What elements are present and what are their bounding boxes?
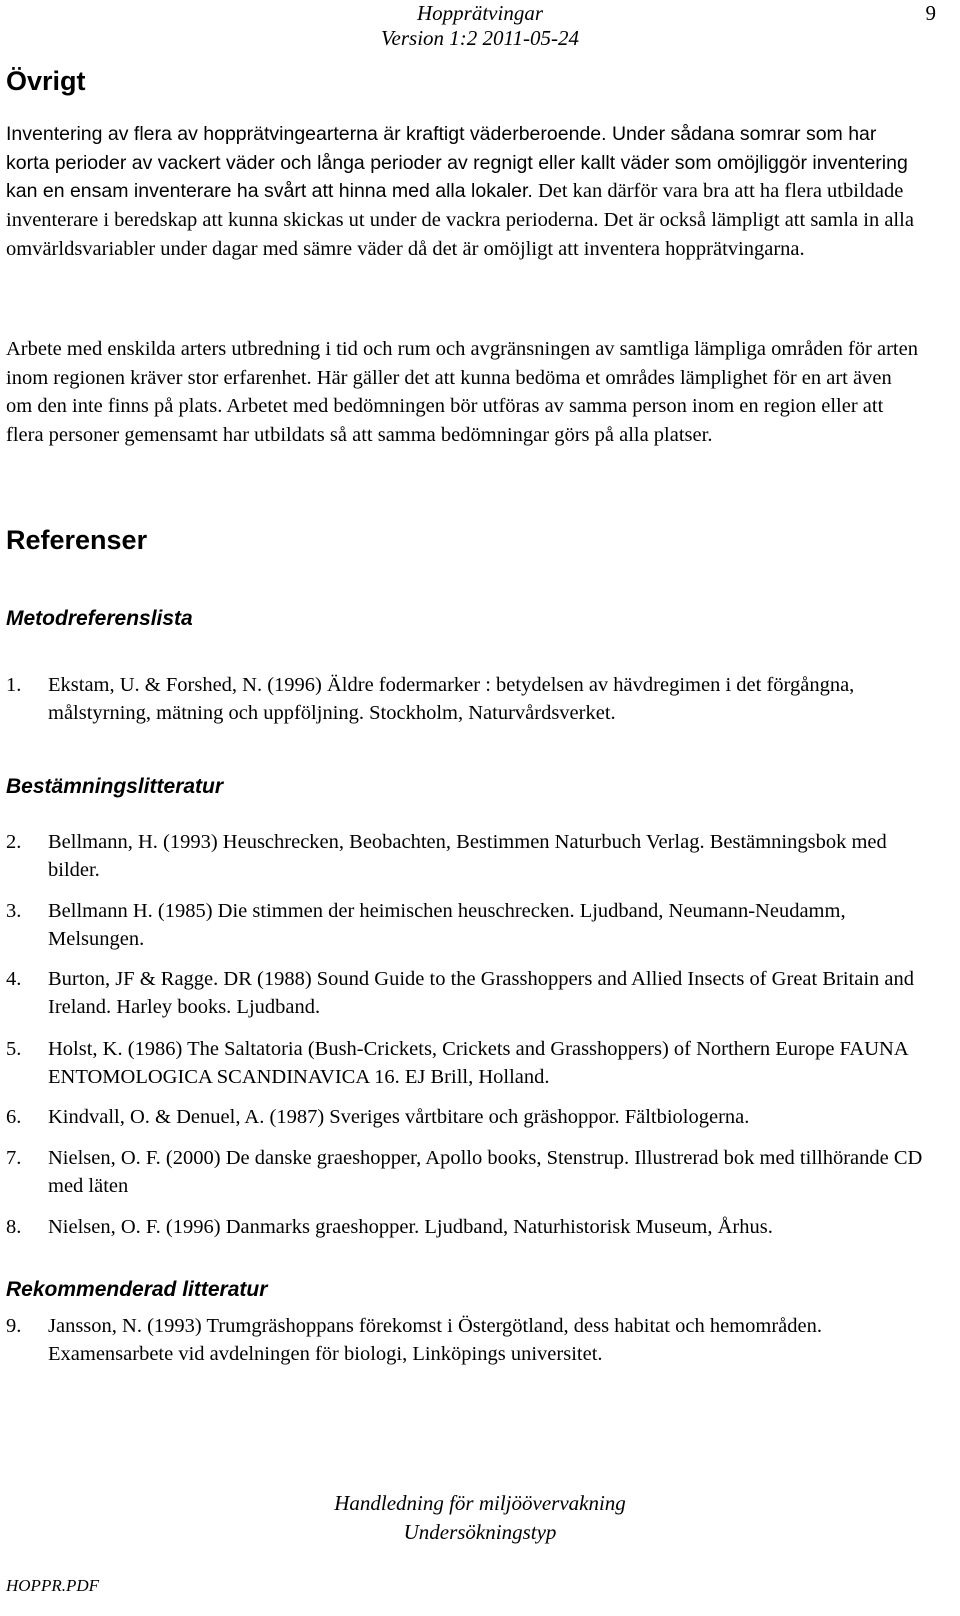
reference-number: 8. — [6, 1216, 22, 1238]
reference-number: 4. — [6, 968, 22, 990]
reference-item — [6, 1103, 926, 1131]
paragraph-weather-part1: Inventering av flera av hopprätvingearterna är kraftigt väderberoende. Under sådana somrar som har korta perioder av vackert väder och långa perioder av regnigt eller kallt väder som omöjliggör inventering kan en ensam inventerare ha svårt att hinna med alla lokaler. — [6, 123, 908, 203]
reference-text: Jansson, N. (1993) Trumgräshoppans förekomst i Östergötland, dess habitat och hemområden. Examensarbete vid avdelningen för biologi, Linköpings universitet. — [48, 1315, 822, 1366]
footer-filename: HOPPR.PDF — [6, 1576, 100, 1595]
heading-bestamningslitteratur: Bestämningslitteratur — [6, 775, 224, 798]
reference-number: 3. — [6, 900, 22, 922]
reference-number: 7. — [6, 1147, 22, 1169]
paragraph-weather-part2: Det kan därför vara bra att ha flera utbildade inventerare i beredskap att kunna skickas ut under de vackra perioderna. — [6, 180, 904, 232]
paragraph-weather — [6, 120, 921, 264]
reference-number: 2. — [6, 831, 22, 853]
reference-text: Bellmann H. (1985) Die stimmen der heimischen heuschrecken. Ljudband, Neumann-Neudamm, Melsungen. — [48, 900, 846, 951]
page-number: 9 — [925, 1, 936, 25]
footer-title: Handledning för miljöövervakning — [334, 1491, 626, 1515]
reference-text: Kindvall, O. & Denuel, A. (1987) Sveriges vårtbitare och gräshoppor. Fältbiologerna. — [48, 1106, 750, 1128]
reference-item — [6, 671, 926, 728]
reference-item — [6, 897, 926, 954]
reference-text: Burton, JF & Ragge. DR (1988) Sound Guide to the Grasshoppers and Allied Insects of Great Britain and Ireland. Harley books. Ljudband. — [48, 968, 914, 1019]
reference-item — [6, 1144, 926, 1201]
reference-text: Holst, K. (1986) The Saltatoria (Bush-Crickets, Crickets and Grasshoppers) of Northern Europe FAUNA ENTOMOLOGICA SCANDINAVICA 16. EJ Brill, Holland. — [48, 1038, 908, 1089]
reference-item — [6, 1312, 926, 1369]
heading-rekommenderad-litteratur: Rekommenderad litteratur — [6, 1278, 268, 1301]
heading-referenser: Referenser — [6, 525, 148, 555]
reference-text: Nielsen, O. F. (1996) Danmarks graeshopper. Ljudband, Naturhistorisk Museum, Århus. — [48, 1216, 773, 1238]
header-title: Hopprätvingar — [417, 1, 543, 25]
reference-item — [6, 1213, 926, 1241]
reference-item — [6, 965, 926, 1022]
reference-text: Nielsen, O. F. (2000) De danske graeshopper, Apollo books, Stenstrup. Illustrerad bok med tillhörande CD med läten — [48, 1147, 923, 1198]
reference-number: 5. — [6, 1038, 22, 1060]
heading-ovrigt: Övrigt — [6, 66, 86, 96]
reference-number: 1. — [6, 674, 22, 696]
reference-text: Bellmann, H. (1993) Heuschrecken, Beobachten, Bestimmen Naturbuch Verlag. Bestämningsbok med bilder. — [48, 831, 887, 882]
footer-subtitle: Undersökningstyp — [403, 1520, 557, 1544]
reference-item — [6, 828, 926, 885]
reference-text: Ekstam, U. & Forshed, N. (1996) Äldre fodermarker : betydelsen av hävdregimen i det förgångna, målstyrning, mätning och uppföljning. Stockholm, Naturvårdsverket. — [48, 674, 855, 725]
header-version: Version 1:2 2011-05-24 — [381, 26, 579, 50]
reference-number: 6. — [6, 1106, 22, 1128]
heading-metodreferenslista: Metodreferenslista — [6, 607, 193, 630]
paragraph-weather-part3: Det är också lämpligt att samla in alla omvärldsvariabler under dagar med sämre väder då det är omöjligt att inventera hopprätvingarna. — [6, 209, 914, 260]
paragraph-distribution: Arbete med enskilda arters utbredning i tid och rum och avgränsningen av samtliga lämpliga områden för arten inom regionen kräver stor erfarenhet. Här gäller det att kunna bedöma et områdes lämplighet för en art även om den inte finns på plats. Arbetet med bedömningen bör utföras av samma person inom en region eller att flera personer gemensamt har utbildats så att samma bedömningar görs på alla platser. — [6, 338, 918, 447]
reference-number: 9. — [6, 1315, 22, 1337]
reference-item — [6, 1035, 926, 1092]
